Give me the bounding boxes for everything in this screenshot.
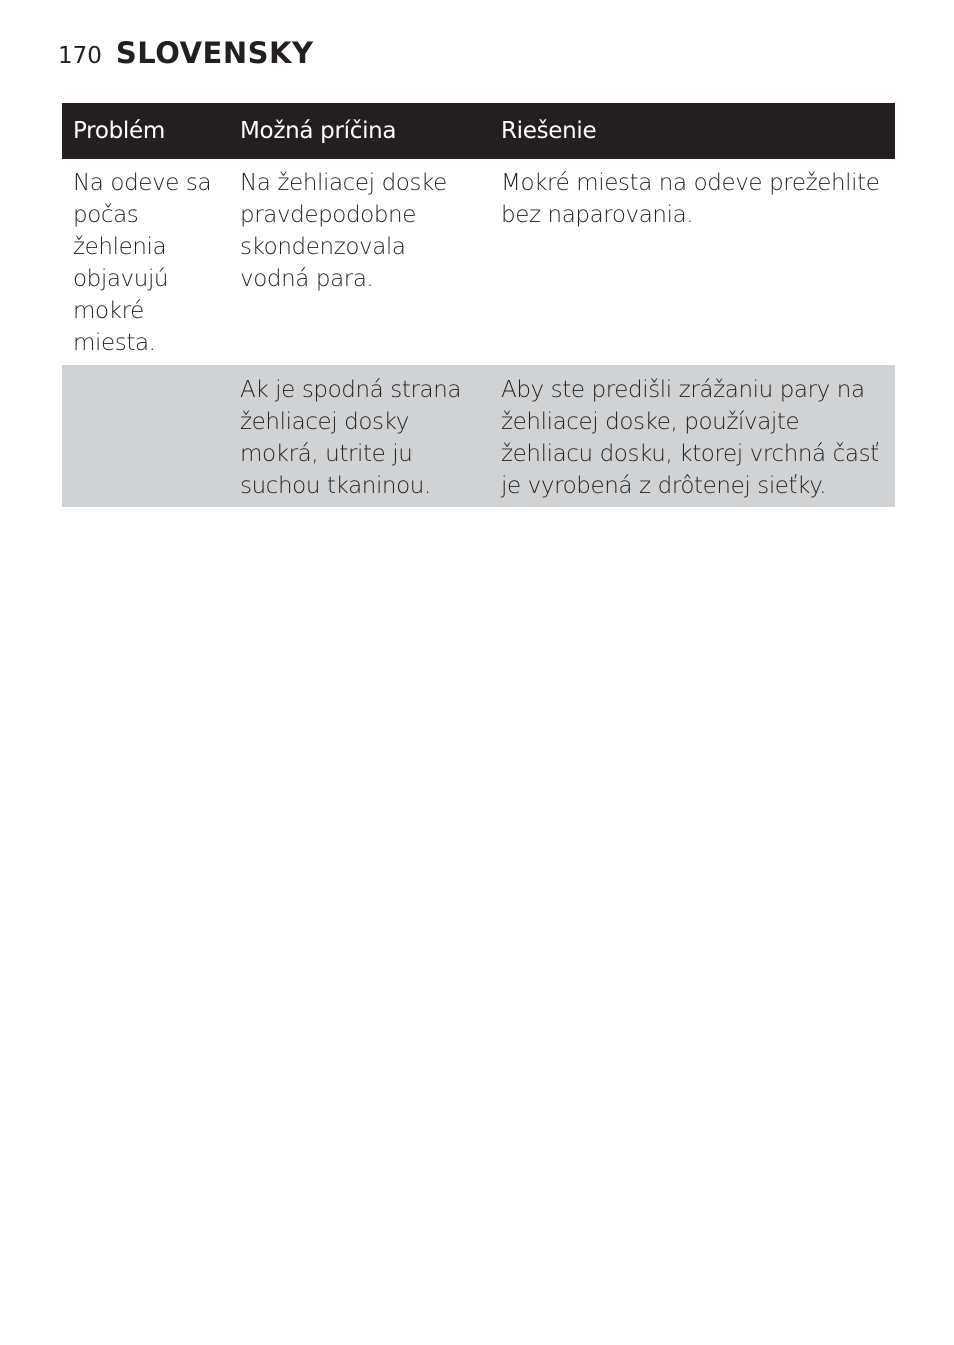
section-title: SLOVENSKY	[115, 36, 314, 70]
cell-solution: Aby ste predišli zrážaniu pary na žehliacej doske, používajte žehliacu dosku, ktorej vrchná časť je vyrobená z drôtenej sieťky.	[490, 365, 895, 507]
table-header	[62, 103, 895, 159]
troubleshooting-table	[62, 103, 895, 507]
cell-problem: Na odeve sa počas žehlenia objavujú mokré miesta.	[73, 170, 212, 356]
cell-cause: Ak je spodná strana žehliacej dosky mokrá, utrite ju suchou tkaninou.	[229, 365, 490, 507]
cell-problem	[62, 365, 229, 507]
cell-cause: Na žehliacej doske pravdepodobne skondenzovala vodná para.	[240, 170, 447, 292]
table-row	[62, 159, 895, 365]
table-header-row	[62, 103, 895, 159]
cell-solution: Mokré miesta na odeve prežehlite bez naparovania.	[501, 170, 880, 228]
page-number: 170	[58, 43, 102, 69]
column-header-solution: Riešenie	[490, 103, 895, 159]
column-header-cause: Možná príčina	[229, 103, 490, 159]
column-header-problem: Problém	[62, 103, 229, 159]
page-header	[58, 36, 314, 70]
table-body	[62, 159, 895, 507]
table-row	[62, 365, 895, 507]
